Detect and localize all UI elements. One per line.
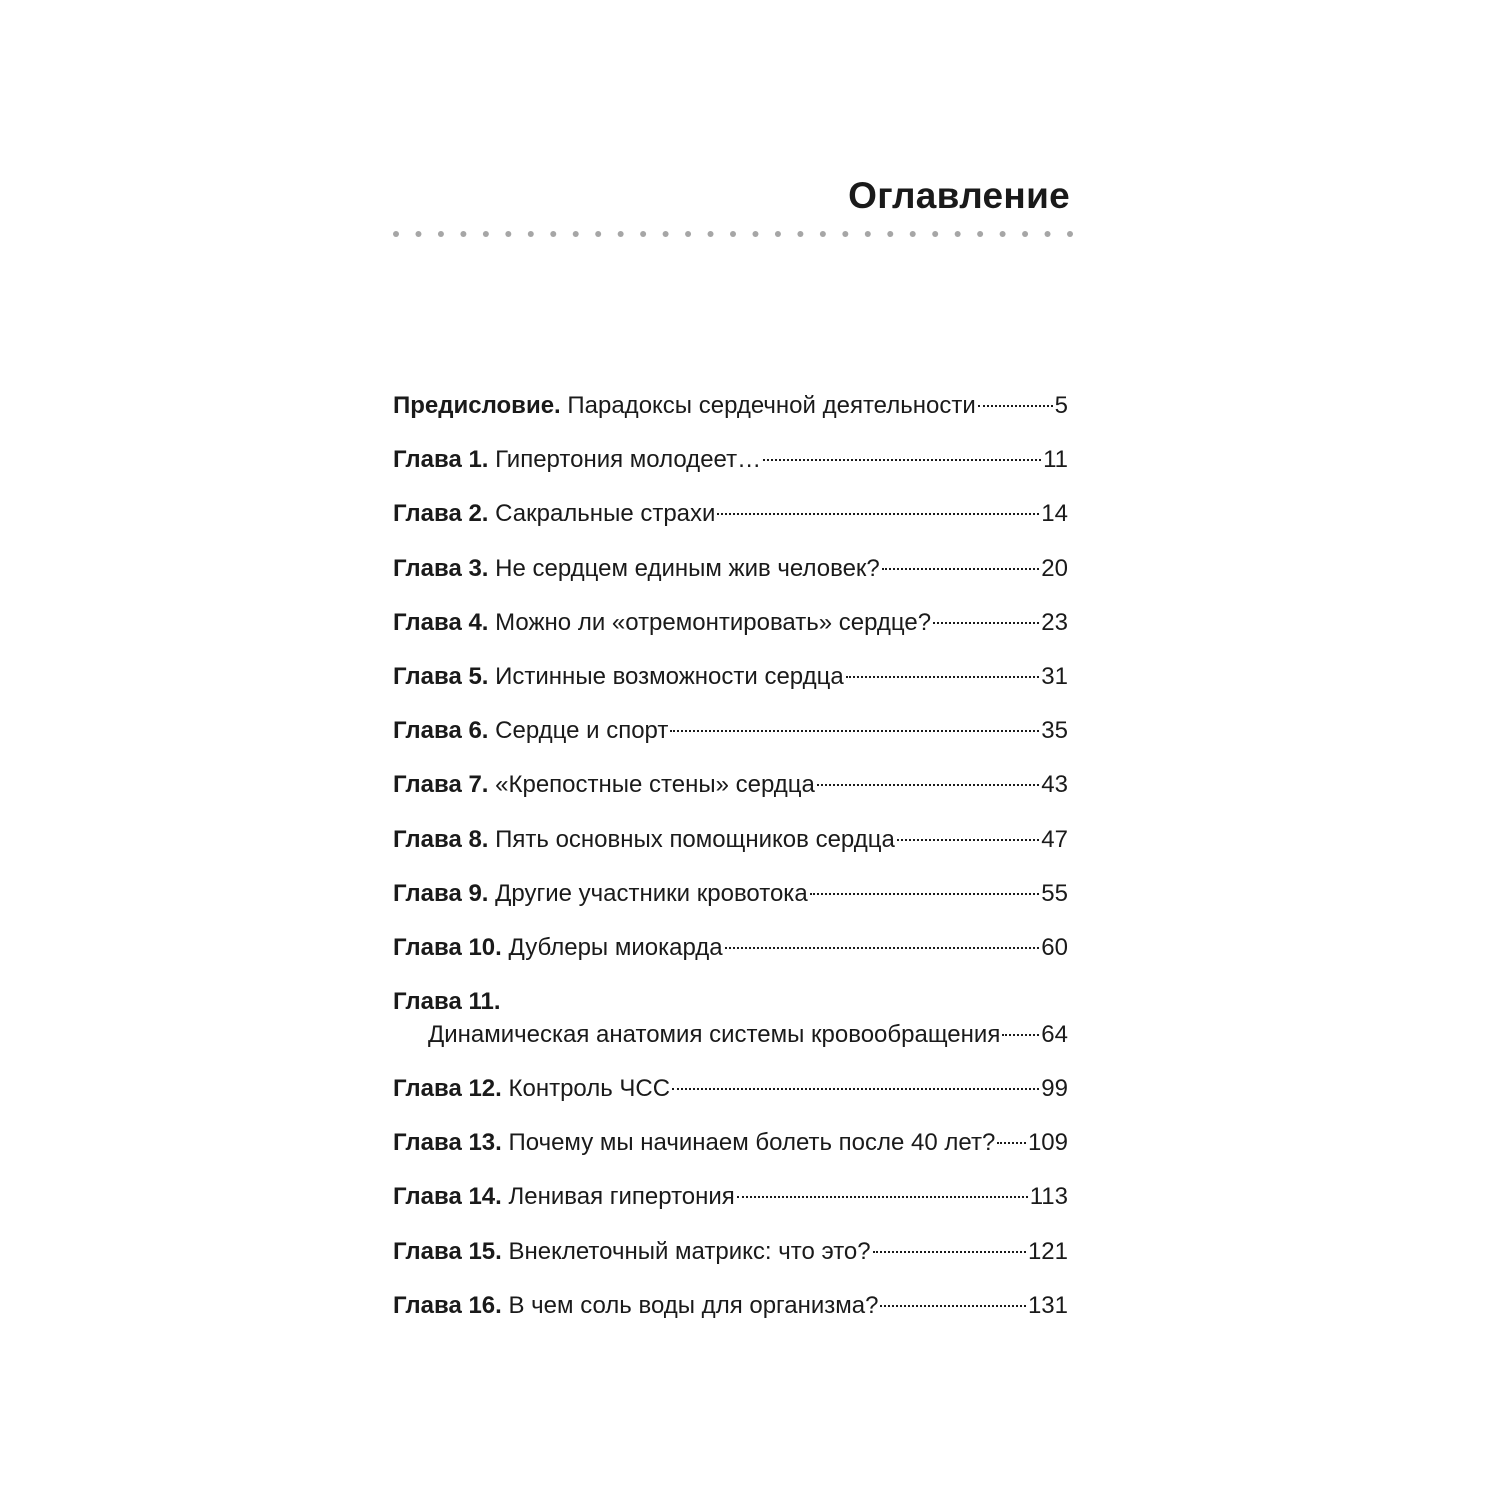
- dot-leader: [846, 675, 1040, 678]
- toc-entry-page: 35: [1041, 717, 1068, 745]
- toc-entry-chapter-10[interactable]: [393, 930, 1068, 984]
- rule-dot: [752, 231, 758, 237]
- toc-entry-label: Глава 5.: [393, 662, 489, 690]
- toc-entry-label: Глава 16.: [393, 1291, 502, 1319]
- dot-leader: [672, 1087, 1039, 1090]
- table-of-contents: [393, 388, 1068, 1342]
- toc-entry-title: Сердце и спорт: [495, 717, 669, 745]
- dot-leader: [737, 1195, 1028, 1198]
- toc-entry-title: Сакральные страхи: [495, 500, 716, 528]
- rule-dot: [640, 231, 646, 237]
- rule-dot: [910, 231, 916, 237]
- toc-entry-page: 55: [1041, 879, 1068, 907]
- toc-entry-title: Не сердцем единым жив человек?: [495, 554, 880, 582]
- toc-entry-chapter-4[interactable]: [393, 605, 1068, 659]
- toc-entry-title: В чем соль воды для организма?: [508, 1291, 879, 1319]
- rule-dot: [955, 231, 961, 237]
- toc-entry-label: Глава 7.: [393, 771, 489, 799]
- toc-entry-preface[interactable]: [393, 388, 1068, 442]
- rule-dot: [415, 231, 421, 237]
- rule-dot: [842, 231, 848, 237]
- toc-entry-label: Глава 13.: [393, 1129, 502, 1157]
- toc-entry-label: Глава 8.: [393, 825, 489, 853]
- toc-entry-page: 113: [1029, 1183, 1068, 1211]
- rule-dot: [550, 231, 556, 237]
- toc-entry-chapter-16[interactable]: [393, 1288, 1068, 1342]
- toc-entry-page: 43: [1041, 771, 1068, 799]
- toc-entry-title: Контроль ЧСС: [508, 1075, 671, 1103]
- toc-entry-page: 109: [1027, 1129, 1068, 1157]
- dot-leader: [1002, 1033, 1039, 1036]
- toc-entry-label: Глава 2.: [393, 500, 489, 528]
- dot-leader: [717, 512, 1039, 515]
- rule-dot: [865, 231, 871, 237]
- dot-leader: [882, 567, 1040, 570]
- toc-entry-label: Глава 6.: [393, 717, 489, 745]
- toc-entry-label: Глава 9.: [393, 879, 489, 907]
- dot-leader: [817, 783, 1039, 786]
- rule-dot: [932, 231, 938, 237]
- toc-entry-chapter-5[interactable]: [393, 659, 1068, 713]
- toc-entry-title: Другие участники кровотока: [495, 879, 808, 907]
- toc-entry-title: Дублеры миокарда: [508, 933, 723, 961]
- toc-entry-title: Пять основных помощников сердца: [495, 825, 895, 853]
- dot-leader: [997, 1141, 1026, 1144]
- toc-entry-page: 14: [1041, 500, 1068, 528]
- toc-entry-label: Глава 3.: [393, 554, 489, 582]
- dot-leader: [810, 892, 1040, 895]
- toc-entry-label: Глава 12.: [393, 1075, 502, 1103]
- toc-entry-label: Предисловие.: [393, 392, 561, 419]
- toc-entry-page: 47: [1041, 825, 1068, 853]
- rule-dot: [663, 231, 669, 237]
- rule-dot: [977, 231, 983, 237]
- rule-dot: [685, 231, 691, 237]
- rule-dot: [1022, 231, 1028, 237]
- rule-dot: [1045, 231, 1051, 237]
- rule-dot: [730, 231, 736, 237]
- rule-dot: [505, 231, 511, 237]
- toc-entry-chapter-1[interactable]: [393, 442, 1068, 496]
- toc-entry-chapter-14[interactable]: [393, 1179, 1068, 1233]
- toc-entry-chapter-6[interactable]: [393, 713, 1068, 767]
- toc-entry-title: Динамическая анатомия системы кровообращения: [428, 1021, 1001, 1049]
- toc-entry-label: Глава 11.: [393, 988, 501, 1016]
- toc-entry-page: 31: [1041, 662, 1068, 690]
- toc-entry-chapter-8[interactable]: [393, 822, 1068, 876]
- toc-entry-chapter-13[interactable]: [393, 1125, 1068, 1179]
- toc-entry-label: Глава 1.: [393, 446, 489, 474]
- toc-entry-page: 5: [1054, 392, 1068, 419]
- toc-entry-page: 64: [1041, 1021, 1068, 1049]
- rule-dot: [460, 231, 466, 237]
- rule-dot: [595, 231, 601, 237]
- toc-entry-label: Глава 15.: [393, 1237, 502, 1265]
- toc-entry-page: 99: [1041, 1075, 1068, 1103]
- dot-leader: [725, 946, 1040, 949]
- dot-leader: [880, 1304, 1025, 1307]
- rule-dot: [483, 231, 489, 237]
- toc-entry-title: Ленивая гипертония: [508, 1183, 735, 1211]
- dot-leader: [670, 729, 1039, 732]
- toc-entry-page: 131: [1027, 1291, 1068, 1319]
- toc-entry-chapter-15[interactable]: [393, 1234, 1068, 1288]
- rule-dot: [393, 231, 399, 237]
- toc-entry-chapter-12[interactable]: [393, 1071, 1068, 1125]
- toc-entry-page: 121: [1027, 1237, 1068, 1265]
- rule-dot: [887, 231, 893, 237]
- toc-entry-label: Глава 10.: [393, 933, 502, 961]
- toc-entry-page: 11: [1043, 446, 1068, 474]
- rule-dot: [1067, 231, 1073, 237]
- toc-entry-chapter-7[interactable]: [393, 767, 1068, 821]
- toc-entry-page: 23: [1041, 608, 1068, 636]
- rule-dot: [618, 231, 624, 237]
- toc-entry-chapter-2[interactable]: [393, 496, 1068, 550]
- toc-entry-title: Гипертония молодеет…: [495, 446, 762, 474]
- dot-leader: [978, 404, 1053, 407]
- toc-entry-page: 20: [1041, 554, 1068, 582]
- toc-entry-title: Парадоксы сердечной деятельности: [567, 392, 976, 419]
- rule-dot: [775, 231, 781, 237]
- toc-entry-title: Можно ли «отремонтировать» сердце?: [495, 608, 932, 636]
- toc-entry-title: Почему мы начинаем болеть после 40 лет?: [508, 1129, 996, 1157]
- toc-entry-title: «Крепостные стены» сердца: [495, 771, 815, 799]
- dot-leader: [897, 838, 1039, 841]
- dot-leader: [763, 458, 1041, 461]
- toc-entry-label: Глава 14.: [393, 1183, 502, 1211]
- rule-dot: [1000, 231, 1006, 237]
- rule-dot: [438, 231, 444, 237]
- page-title: Оглавление: [848, 175, 1070, 216]
- toc-entry-chapter-11[interactable]: [393, 984, 1068, 1071]
- toc-entry-label: Глава 4.: [393, 608, 489, 636]
- rule-dot: [528, 231, 534, 237]
- toc-entry-title: Истинные возможности сердца: [495, 662, 844, 690]
- rule-dot: [573, 231, 579, 237]
- toc-entry-title: Внеклеточный матрикс: что это?: [508, 1237, 871, 1265]
- dot-leader: [873, 1250, 1026, 1253]
- toc-entry-chapter-3[interactable]: [393, 551, 1068, 605]
- rule-dot: [708, 231, 714, 237]
- title-dotted-rule: [393, 229, 1073, 239]
- toc-entry-chapter-9[interactable]: [393, 876, 1068, 930]
- rule-dot: [820, 231, 826, 237]
- rule-dot: [797, 231, 803, 237]
- toc-entry-page: 60: [1041, 933, 1068, 961]
- dot-leader: [933, 621, 1039, 624]
